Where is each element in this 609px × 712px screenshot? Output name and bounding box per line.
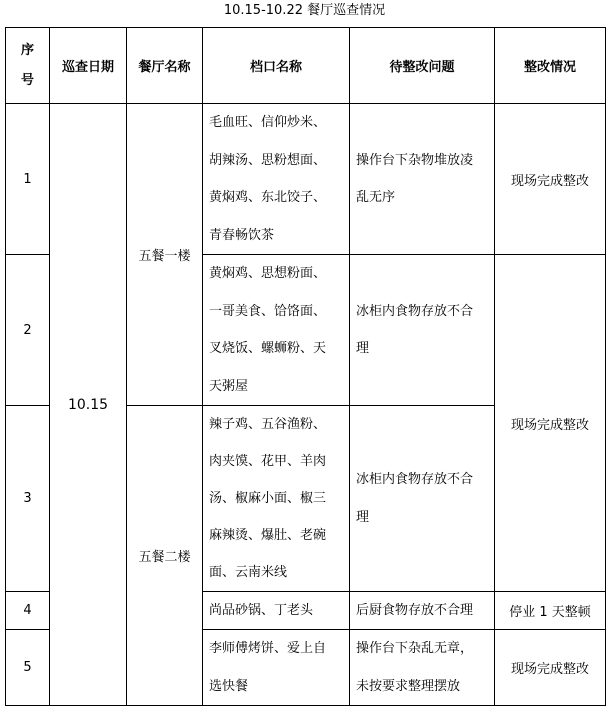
date-value: 10.15 xyxy=(67,396,109,413)
issue-line: 理 xyxy=(356,509,370,525)
issue-line: 后厨食物存放不合理 xyxy=(356,602,474,618)
stall-line: 汤、椒麻小面、椒三 xyxy=(209,491,327,506)
stall-line: 一哥美食、饸饹面、 xyxy=(209,303,327,319)
row-seq: 1 xyxy=(6,104,50,255)
row-seq: 5 xyxy=(6,630,50,706)
document-title: 10.15-10.22 餐厅巡查情况 xyxy=(223,3,386,18)
header-date: 巡查日期 xyxy=(50,28,127,104)
status-cell: 现场完成整改 xyxy=(495,255,606,592)
issue-line: 未按要求整理摆放 xyxy=(356,678,461,694)
stall-line: 天粥屋 xyxy=(209,378,249,394)
status-cell: 现场完成整改 xyxy=(495,630,606,706)
stall-line: 辣子鸡、五谷渔粉、 xyxy=(209,417,327,432)
row-seq: 2 xyxy=(6,255,50,406)
issue-cell xyxy=(350,592,495,630)
stall-line: 尚品砂锅、丁老头 xyxy=(209,602,314,618)
restaurant-cell: 五餐二楼 xyxy=(127,406,203,706)
table-row xyxy=(6,104,606,255)
table-header-row xyxy=(6,28,606,104)
issue-line: 冰柜内食物存放不合 xyxy=(356,303,474,319)
date-cell xyxy=(50,104,127,706)
header-status: 整改情况 xyxy=(495,28,606,104)
stall-line: 肉夹馍、花甲、羊肉 xyxy=(209,454,327,469)
inspection-table xyxy=(5,27,606,706)
stall-cell xyxy=(203,592,350,630)
row-seq: 4 xyxy=(6,592,50,630)
stall-line: 李师傅烤饼、爱上自 xyxy=(209,641,327,656)
header-seq-label: 序号 xyxy=(20,42,34,88)
stall-cell xyxy=(203,255,350,406)
stall-cell xyxy=(203,104,350,255)
issue-line: 乱无序 xyxy=(356,190,396,205)
issue-cell xyxy=(350,630,495,706)
issue-cell xyxy=(350,255,495,406)
header-seq xyxy=(6,28,50,104)
issue-line: 操作台下杂乱无章， xyxy=(356,641,474,656)
header-restaurant: 餐厅名称 xyxy=(127,28,203,104)
stall-line: 毛血旺、信仰炒米、 xyxy=(209,115,327,130)
stall-line: 黄焖鸡、东北饺子、 xyxy=(209,190,327,205)
issue-line: 理 xyxy=(356,341,370,356)
stall-line: 胡辣汤、思粉想面、 xyxy=(209,152,327,168)
stall-line: 青春畅饮茶 xyxy=(209,227,275,243)
stall-line: 麻辣烫、爆肚、老碗 xyxy=(209,528,327,543)
header-issue: 待整改问题 xyxy=(350,28,495,104)
status-cell: 停业 1 天整顿 xyxy=(495,592,606,630)
issue-cell xyxy=(350,104,495,255)
stall-line: 选快餐 xyxy=(209,678,249,694)
stall-cell xyxy=(203,406,350,592)
restaurant-cell: 五餐一楼 xyxy=(127,104,203,406)
stall-line: 黄焖鸡、思想粉面、 xyxy=(209,266,327,281)
status-cell: 现场完成整改 xyxy=(495,104,606,255)
header-stall: 档口名称 xyxy=(203,28,350,104)
stall-cell xyxy=(203,630,350,706)
issue-cell xyxy=(350,406,495,592)
row-seq: 3 xyxy=(6,406,50,592)
issue-line: 冰柜内食物存放不合 xyxy=(356,472,474,487)
issue-line: 操作台下杂物堆放凌 xyxy=(356,152,474,168)
stall-line: 叉烧饭、螺蛳粉、天 xyxy=(209,341,327,356)
stall-line: 面、云南米线 xyxy=(209,565,288,580)
